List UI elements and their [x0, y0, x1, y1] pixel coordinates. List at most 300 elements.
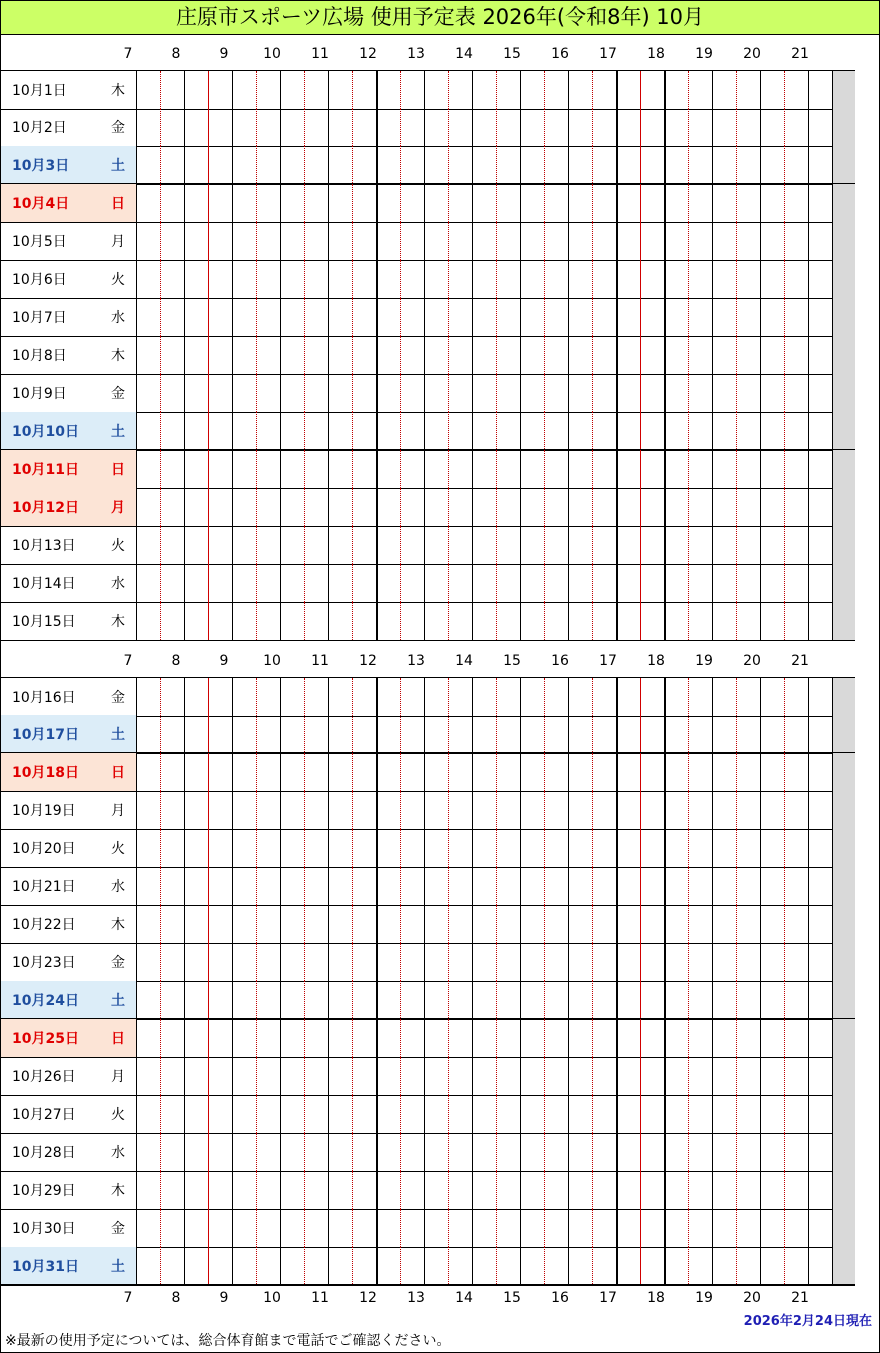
day-label	[1, 1247, 137, 1284]
as-of-date: 2026年2月24日現在	[743, 1314, 872, 1329]
grid-line	[376, 678, 378, 716]
grid-line	[280, 791, 281, 829]
grid-line	[496, 260, 497, 298]
date-text: 10月31日	[12, 1259, 79, 1275]
grid-line	[664, 374, 666, 412]
grid-line	[448, 184, 449, 222]
grid-line	[568, 981, 569, 1018]
closed-slot	[832, 1019, 855, 1057]
grid-line	[568, 1247, 569, 1284]
grid-line	[640, 184, 641, 222]
time-grid[interactable]	[137, 222, 855, 260]
grid-line	[712, 943, 713, 981]
grid-line	[352, 905, 353, 943]
grid-line	[448, 222, 449, 260]
grid-line	[760, 1095, 761, 1133]
grid-line	[592, 1019, 593, 1057]
grid-line	[688, 412, 689, 449]
time-grid[interactable]	[137, 412, 855, 449]
weekday-text: 水	[111, 576, 125, 592]
grid-line	[808, 146, 809, 183]
grid-line	[712, 1171, 713, 1209]
closed-slot	[832, 412, 855, 449]
day-label	[1, 791, 137, 829]
closed-slot	[832, 905, 855, 943]
hour-label: 20	[743, 653, 761, 669]
grid-line	[376, 336, 378, 374]
grid-line	[376, 71, 378, 109]
date-text: 10月19日	[12, 803, 76, 819]
grid-line	[664, 1095, 666, 1133]
time-grid[interactable]	[137, 298, 855, 336]
grid-line	[520, 298, 521, 336]
hour-label: 12	[359, 653, 377, 669]
grid-line	[808, 450, 809, 488]
grid-line	[208, 450, 209, 488]
grid-line	[208, 184, 209, 222]
grid-line	[472, 450, 473, 488]
grid-line	[352, 1209, 353, 1247]
grid-line	[568, 298, 569, 336]
grid-line	[760, 222, 761, 260]
hour-label: 17	[599, 653, 617, 669]
grid-line	[640, 1247, 641, 1284]
grid-line	[160, 791, 161, 829]
time-grid[interactable]	[137, 1133, 855, 1171]
grid-line	[232, 602, 233, 640]
grid-line	[616, 678, 618, 716]
grid-line	[232, 1095, 233, 1133]
grid-line	[472, 374, 473, 412]
grid-line	[592, 1133, 593, 1171]
grid-line	[736, 374, 737, 412]
time-grid[interactable]	[137, 678, 855, 716]
grid-line	[496, 450, 497, 488]
weekday-text: 金	[111, 690, 125, 706]
grid-line	[472, 981, 473, 1018]
time-grid[interactable]	[137, 450, 855, 488]
hour-label: 20	[743, 1290, 761, 1306]
grid-line	[736, 1171, 737, 1209]
grid-line	[568, 829, 569, 867]
grid-line	[184, 1247, 185, 1284]
day-label	[1, 753, 137, 791]
grid-line	[736, 867, 737, 905]
grid-line	[280, 412, 281, 449]
grid-line	[760, 184, 761, 222]
grid-line	[496, 1019, 497, 1057]
time-grid[interactable]	[137, 715, 855, 752]
grid-line	[448, 526, 449, 564]
time-grid[interactable]	[137, 336, 855, 374]
day-row	[1, 108, 855, 147]
weekday-text: 木	[111, 83, 125, 99]
grid-line	[520, 1133, 521, 1171]
day-label	[1, 981, 137, 1018]
grid-line	[784, 791, 785, 829]
closed-slot	[832, 564, 855, 602]
grid-line	[496, 108, 497, 146]
grid-line	[352, 184, 353, 222]
grid-line	[304, 791, 305, 829]
grid-line	[664, 1057, 666, 1095]
grid-line	[712, 412, 713, 449]
grid-line	[232, 336, 233, 374]
grid-line	[760, 1247, 761, 1284]
grid-line	[712, 981, 713, 1018]
grid-line	[760, 374, 761, 412]
grid-line	[688, 184, 689, 222]
grid-line	[208, 488, 209, 526]
weekday-text: 月	[111, 234, 125, 250]
grid-line	[208, 715, 209, 752]
grid-line	[568, 108, 569, 146]
grid-line	[616, 222, 618, 260]
grid-line	[280, 184, 281, 222]
grid-line	[592, 336, 593, 374]
grid-line	[640, 1019, 641, 1057]
time-grid[interactable]	[137, 1171, 855, 1209]
grid-line	[616, 1019, 618, 1057]
day-label	[1, 1057, 137, 1095]
grid-line	[664, 943, 666, 981]
grid-line	[520, 450, 521, 488]
grid-line	[808, 71, 809, 109]
grid-line	[592, 943, 593, 981]
grid-line	[760, 450, 761, 488]
grid-line	[400, 526, 401, 564]
grid-line	[520, 829, 521, 867]
time-grid[interactable]	[137, 1057, 855, 1095]
grid-line	[400, 678, 401, 716]
grid-line	[544, 1057, 545, 1095]
grid-line	[400, 488, 401, 526]
grid-line	[544, 867, 545, 905]
grid-line	[784, 222, 785, 260]
grid-line	[664, 526, 666, 564]
grid-line	[208, 943, 209, 981]
grid-line	[664, 488, 666, 526]
grid-line	[184, 678, 185, 716]
date-text: 10月10日	[12, 424, 79, 440]
grid-line	[592, 715, 593, 752]
date-text: 10月12日	[12, 500, 79, 516]
grid-line	[688, 905, 689, 943]
weekday-text: 月	[111, 500, 125, 516]
grid-line	[256, 1133, 257, 1171]
grid-line	[760, 753, 761, 791]
grid-line	[160, 867, 161, 905]
closed-slot	[832, 602, 855, 640]
day-row	[1, 146, 855, 185]
grid-line	[736, 336, 737, 374]
grid-line	[232, 678, 233, 716]
time-grid[interactable]	[137, 753, 855, 791]
grid-line	[568, 450, 569, 488]
day-row	[1, 70, 855, 110]
weekday-text: 木	[111, 917, 125, 933]
grid-line	[376, 108, 378, 146]
time-grid[interactable]	[137, 829, 855, 867]
grid-line	[424, 336, 425, 374]
grid-line	[568, 602, 569, 640]
grid-line	[784, 298, 785, 336]
grid-line	[616, 71, 618, 109]
grid-line	[304, 450, 305, 488]
grid-line	[568, 564, 569, 602]
grid-line	[784, 981, 785, 1018]
grid-line	[256, 526, 257, 564]
grid-line	[664, 829, 666, 867]
grid-line	[232, 715, 233, 752]
time-grid[interactable]	[137, 184, 855, 222]
closed-slot	[832, 981, 855, 1018]
day-label	[1, 1171, 137, 1209]
grid-line	[808, 981, 809, 1018]
time-grid[interactable]	[137, 602, 855, 640]
grid-line	[280, 905, 281, 943]
grid-line	[208, 678, 209, 716]
time-grid[interactable]	[137, 791, 855, 829]
grid-line	[232, 108, 233, 146]
grid-line	[760, 71, 761, 109]
grid-line	[592, 981, 593, 1018]
hour-label: 9	[219, 653, 229, 669]
grid-line	[568, 715, 569, 752]
grid-line	[616, 905, 618, 943]
grid-line	[472, 1095, 473, 1133]
grid-line	[736, 905, 737, 943]
grid-line	[616, 564, 618, 602]
grid-line	[352, 753, 353, 791]
grid-line	[232, 1209, 233, 1247]
grid-line	[592, 488, 593, 526]
grid-line	[400, 791, 401, 829]
grid-line	[256, 564, 257, 602]
grid-line	[784, 715, 785, 752]
weekday-text: 水	[111, 310, 125, 326]
grid-line	[736, 260, 737, 298]
grid-line	[760, 298, 761, 336]
time-grid[interactable]	[137, 981, 855, 1018]
grid-line	[688, 715, 689, 752]
time-grid[interactable]	[137, 488, 855, 526]
grid-line	[184, 450, 185, 488]
grid-line	[400, 1209, 401, 1247]
grid-line	[376, 715, 378, 752]
grid-line	[616, 715, 618, 752]
grid-line	[304, 260, 305, 298]
grid-line	[184, 1133, 185, 1171]
grid-line	[256, 1057, 257, 1095]
day-label	[1, 450, 137, 488]
time-grid[interactable]	[137, 260, 855, 298]
grid-line	[400, 943, 401, 981]
grid-line	[664, 450, 666, 488]
grid-line	[640, 526, 641, 564]
grid-line	[328, 184, 329, 222]
grid-line	[808, 1209, 809, 1247]
hour-label: 19	[695, 46, 713, 62]
weekday-text: 日	[111, 462, 125, 478]
grid-line	[160, 1057, 161, 1095]
grid-line	[544, 602, 545, 640]
grid-line	[544, 753, 545, 791]
grid-line	[448, 450, 449, 488]
grid-line	[256, 715, 257, 752]
grid-line	[544, 108, 545, 146]
grid-line	[568, 943, 569, 981]
grid-line	[184, 146, 185, 183]
grid-line	[400, 753, 401, 791]
grid-line	[424, 905, 425, 943]
day-label	[1, 1133, 137, 1171]
grid-line	[664, 564, 666, 602]
grid-line	[688, 526, 689, 564]
grid-line	[232, 829, 233, 867]
grid-line	[280, 222, 281, 260]
closed-slot	[832, 943, 855, 981]
grid-line	[688, 374, 689, 412]
grid-line	[328, 905, 329, 943]
grid-line	[736, 715, 737, 752]
closed-slot	[832, 753, 855, 791]
grid-line	[592, 1171, 593, 1209]
day-label	[1, 602, 137, 640]
grid-line	[424, 1171, 425, 1209]
grid-line	[352, 450, 353, 488]
day-row	[1, 943, 855, 982]
grid-line	[736, 678, 737, 716]
time-grid[interactable]	[137, 374, 855, 412]
hour-header-middle	[0, 645, 880, 675]
day-label	[1, 678, 137, 716]
grid-line	[808, 602, 809, 640]
grid-line	[688, 1171, 689, 1209]
grid-line	[520, 678, 521, 716]
grid-line	[280, 526, 281, 564]
grid-line	[184, 905, 185, 943]
weekday-text: 月	[111, 803, 125, 819]
time-grid[interactable]	[137, 943, 855, 981]
grid-line	[592, 1057, 593, 1095]
grid-line	[160, 260, 161, 298]
grid-line	[496, 222, 497, 260]
grid-line	[592, 791, 593, 829]
grid-line	[520, 108, 521, 146]
grid-line	[304, 753, 305, 791]
grid-line	[184, 867, 185, 905]
grid-line	[736, 1209, 737, 1247]
hour-label: 10	[263, 46, 281, 62]
grid-line	[328, 374, 329, 412]
date-text: 10月30日	[12, 1221, 76, 1237]
time-grid[interactable]	[137, 108, 855, 146]
grid-line	[688, 602, 689, 640]
grid-line	[208, 1209, 209, 1247]
weekday-text: 金	[111, 1221, 125, 1237]
grid-line	[736, 1019, 737, 1057]
grid-line	[808, 829, 809, 867]
grid-line	[472, 1019, 473, 1057]
grid-line	[280, 943, 281, 981]
grid-line	[472, 184, 473, 222]
grid-line	[808, 488, 809, 526]
grid-line	[736, 184, 737, 222]
grid-line	[448, 1057, 449, 1095]
grid-line	[448, 753, 449, 791]
grid-line	[304, 488, 305, 526]
grid-line	[496, 791, 497, 829]
grid-line	[520, 753, 521, 791]
time-grid[interactable]	[137, 1209, 855, 1247]
time-grid[interactable]	[137, 71, 855, 109]
grid-line	[304, 1209, 305, 1247]
closed-slot	[832, 829, 855, 867]
grid-line	[232, 1019, 233, 1057]
time-grid[interactable]	[137, 564, 855, 602]
weekday-text: 火	[111, 841, 125, 857]
time-grid[interactable]	[137, 905, 855, 943]
grid-line	[664, 336, 666, 374]
time-grid[interactable]	[137, 526, 855, 564]
grid-line	[520, 1247, 521, 1284]
grid-line	[352, 412, 353, 449]
grid-line	[496, 1171, 497, 1209]
grid-line	[616, 1095, 618, 1133]
grid-line	[472, 943, 473, 981]
grid-line	[712, 184, 713, 222]
day-label	[1, 1095, 137, 1133]
grid-line	[184, 488, 185, 526]
grid-line	[760, 867, 761, 905]
grid-line	[448, 146, 449, 183]
closed-slot	[832, 678, 855, 716]
grid-line	[472, 1171, 473, 1209]
time-grid[interactable]	[137, 1095, 855, 1133]
grid-line	[424, 1247, 425, 1284]
grid-line	[688, 146, 689, 183]
time-grid[interactable]	[137, 867, 855, 905]
grid-line	[616, 412, 618, 449]
grid-line	[184, 526, 185, 564]
grid-line	[280, 260, 281, 298]
grid-line	[736, 1095, 737, 1133]
day-label	[1, 1019, 137, 1057]
grid-line	[160, 108, 161, 146]
grid-line	[784, 867, 785, 905]
grid-line	[712, 905, 713, 943]
grid-line	[352, 526, 353, 564]
schedule-block-1	[1, 70, 855, 640]
grid-line	[640, 867, 641, 905]
grid-line	[448, 867, 449, 905]
grid-line	[784, 184, 785, 222]
grid-line	[736, 146, 737, 183]
grid-line	[640, 298, 641, 336]
grid-line	[376, 1247, 378, 1284]
time-grid[interactable]	[137, 1247, 855, 1284]
grid-line	[376, 1057, 378, 1095]
time-grid[interactable]	[137, 1019, 855, 1057]
grid-line	[256, 298, 257, 336]
hour-label: 14	[455, 1290, 473, 1306]
grid-line	[568, 1171, 569, 1209]
grid-line	[184, 298, 185, 336]
time-grid[interactable]	[137, 146, 855, 183]
grid-line	[616, 184, 618, 222]
date-text: 10月18日	[12, 765, 79, 781]
